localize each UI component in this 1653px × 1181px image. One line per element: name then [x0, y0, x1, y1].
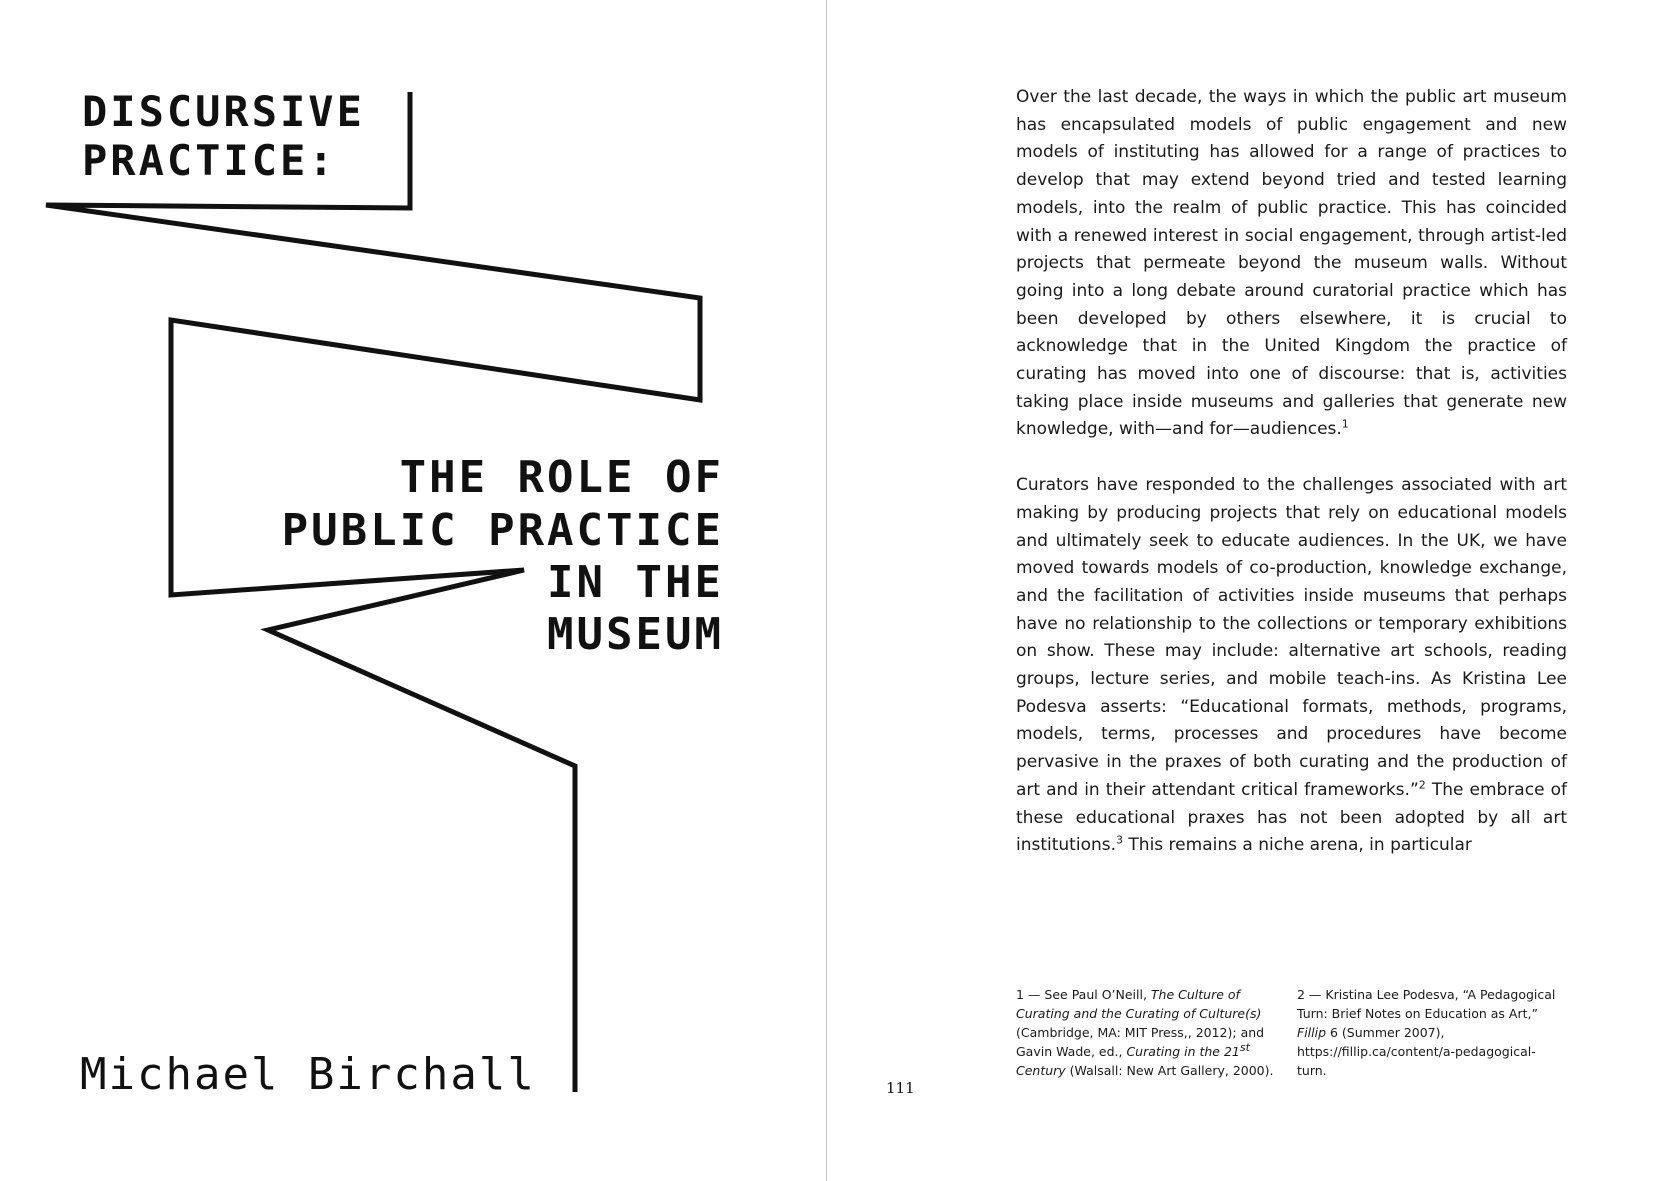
paragraph-2-text-c: This remains a niche arena, in particular — [1123, 835, 1472, 856]
title-line-3: IN THE — [547, 557, 724, 608]
footnote-1 — [1016, 985, 1281, 1080]
footnote-2-text-b: 6 (Summer 2007), https://fillip.ca/content/a-pedagogical-turn. — [1297, 1025, 1536, 1078]
footnote-2-text-a: 2 — Kristina Lee Podesva, “A Pedagogical Turn: Brief Notes on Education as Art,” — [1297, 987, 1556, 1021]
footnote-1-title-b-part2: Century — [1016, 1063, 1066, 1078]
title-line-2: PUBLIC PRACTICE — [281, 505, 724, 556]
body-text — [1016, 84, 1567, 888]
author-name: Michael Birchall — [80, 1049, 536, 1100]
paragraph-2-text-a: Curators have responded to the challenges associated with art making by producing projects that rely on educational models and ultimately seek to educate audiences. In the UK, we have moved towards models of co-production, knowledge exchange, and the facilitation of activities inside museums that perhaps have no relationship to the collections or temporary exhibitions on show. These may include: alternative art schools, reading groups, lecture series, and mobile teach-ins. As Kristina Lee Podesva asserts: “Educational formats, methods, programs, models, terms, processes and procedures have become pervasive in the praxes of both curating and the production of art and in their attendant critical frameworks.” — [1016, 475, 1567, 800]
footnote-1-title-b-part1: Curating in the 21 — [1126, 1044, 1240, 1059]
footnote-2-title: Fillip — [1297, 1025, 1327, 1040]
kicker-line-2: PRACTICE: — [82, 136, 337, 185]
footnote-1-text-c: (Walsall: New Art Gallery, 2000). — [1065, 1063, 1274, 1078]
page-number: 111 — [886, 1079, 915, 1097]
title-line-4: MUSEUM — [547, 609, 724, 660]
footnote-2 — [1297, 985, 1562, 1080]
right-page — [827, 0, 1653, 1181]
note-ref-1: 1 — [1341, 417, 1349, 431]
kicker-line-1: DISCURSIVE — [82, 87, 365, 136]
footnote-1-title-a: The Culture of Curating and the Curating of Culture(s) — [1016, 987, 1262, 1021]
title-line-1: THE ROLE OF — [399, 452, 724, 503]
footnote-1-text-b: (Cambridge, MA: MIT Press,, 2012); and Gavin Wade, ed., — [1016, 1025, 1265, 1059]
footnote-1-ordinal: st — [1239, 1040, 1250, 1054]
paragraph-1 — [1016, 84, 1567, 444]
paragraph-2 — [1016, 472, 1567, 860]
left-page — [0, 0, 826, 1181]
footnote-1-text-a: 1 — See Paul O’Neill, — [1016, 987, 1151, 1002]
paragraph-2-text-b: The embrace of these educational praxes has not been adopted by all art institutions. — [1016, 779, 1567, 856]
note-ref-2: 2 — [1418, 778, 1426, 792]
note-ref-3: 3 — [1116, 833, 1124, 847]
paragraph-1-text: Over the last decade, the ways in which the public art museum has encapsulated models of public engagement and new models of instituting has allowed for a range of practices to develop that may extend beyond tried and tested learning models, into the realm of public practice. This has coincided with a renewed interest in social engagement, through artist-led projects that permeate beyond the museum walls. Without going into a long debate around curatorial practice which has been developed by others elsewhere, it is crucial to acknowledge that in the United Kingdom the practice of curating has moved into one of discourse: that is, activities taking place inside museums and galleries that generate new knowledge, with—and for—audiences. — [1016, 87, 1567, 440]
